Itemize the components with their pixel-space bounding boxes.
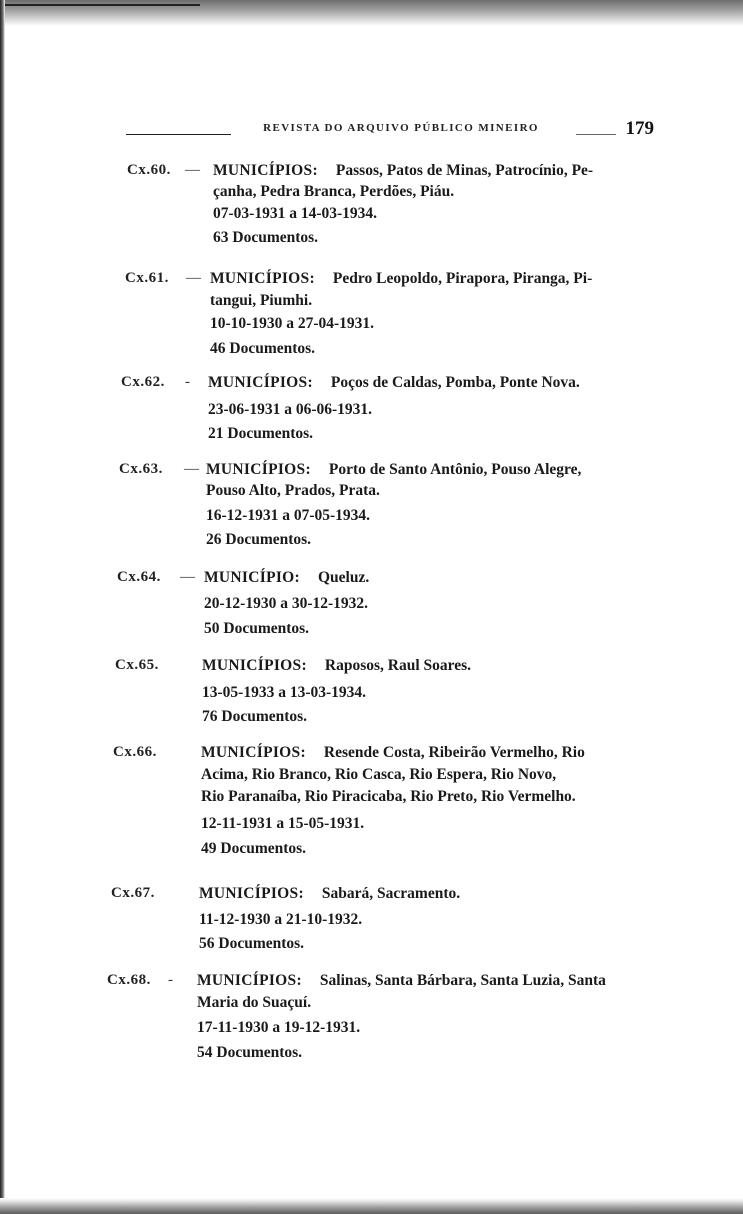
municipios-label: MUNICÍPIOS: [208, 374, 313, 391]
municipalities-line [208, 374, 580, 392]
municipalities-line: Rio Paranaíba, Rio Piracicaba, Rio Preto, Rio Vermelho. [201, 788, 576, 805]
municipalities-line: Acima, Rio Branco, Rio Casca, Rio Espera, Rio Novo, [201, 766, 557, 783]
municipalities-line [201, 744, 585, 762]
journal-title: REVISTA DO ARQUIVO PÚBLICO MINEIRO [263, 122, 539, 134]
box-code: Cx.61. [125, 270, 169, 286]
scan-bottom-edge [0, 1198, 743, 1214]
date-range: 12-11-1931 a 15-05-1931. [201, 815, 365, 832]
municipalities-line [202, 657, 471, 675]
municipalities-line [206, 461, 581, 479]
date-range: 07-03-1931 a 14-03-1934. [213, 205, 378, 222]
municipality-names: Passos, Patos de Minas, Patrocínio, Pe- [335, 162, 594, 179]
municipalities-line: Maria do Suaçuí. [197, 994, 312, 1011]
entry-dash: - [168, 972, 173, 988]
date-range: 23-06-1931 a 06-06-1931. [208, 401, 373, 418]
municipalities-line: tangui, Piumhi. [210, 292, 313, 309]
date-range: 11-12-1930 a 21-10-1932. [199, 911, 363, 928]
box-code: Cx.63. [119, 461, 163, 477]
date-range: 10-10-1930 a 27-04-1931. [210, 315, 375, 332]
document-count: 56 Documentos. [199, 935, 305, 952]
municipality-names: Raposos, Raul Soares. [324, 657, 472, 674]
box-code: Cx.66. [113, 744, 157, 760]
municipality-names: Resende Costa, Ribeirão Vermelho, Rio [323, 744, 585, 761]
header-rule-left [126, 134, 231, 135]
municipality-names: Porto de Santo Antônio, Pouso Alegre, [328, 461, 582, 478]
municipality-names: Salinas, Santa Bárbara, Santa Luzia, Santa [319, 972, 606, 989]
running-header [126, 118, 668, 146]
date-range: 17-11-1930 a 19-12-1931. [197, 1019, 361, 1036]
municipios-label: MUNICÍPIOS: [206, 461, 311, 478]
municipios-label: MUNICÍPIOS: [202, 657, 307, 674]
header-rule-right [576, 134, 616, 135]
document-count: 49 Documentos. [201, 840, 307, 857]
municipality-names: Pedro Leopoldo, Pirapora, Piranga, Pi- [332, 270, 593, 287]
document-count: 50 Documentos. [204, 620, 310, 637]
scan-top-mark [0, 4, 200, 6]
box-code: Cx.65. [115, 657, 159, 673]
box-code: Cx.67. [111, 885, 155, 901]
document-count: 46 Documentos. [210, 340, 316, 357]
document-count: 54 Documentos. [197, 1044, 303, 1061]
date-range: 13-05-1933 a 13-03-1934. [202, 684, 367, 701]
box-code: Cx.60. [127, 162, 171, 178]
municipios-label: MUNICÍPIOS: [213, 162, 318, 179]
municipios-label: MUNICÍPIOS: [210, 270, 315, 287]
entry-dash: — [185, 162, 200, 178]
box-code: Cx.64. [117, 569, 161, 585]
municipalities-line [199, 885, 460, 903]
municipality-names: Poços de Caldas, Pomba, Ponte Nova. [330, 374, 580, 391]
document-count: 26 Documentos. [206, 531, 312, 548]
document-count: 21 Documentos. [208, 425, 314, 442]
scan-left-edge [0, 0, 5, 1214]
municipalities-line: çanha, Pedra Branca, Perdões, Piáu. [213, 183, 455, 200]
entry-dash: — [180, 569, 195, 585]
municipality-names: Queluz. [318, 569, 370, 586]
municipios-label: MUNICÍPIOS: [199, 885, 304, 902]
municipality-names: Sabará, Sacramento. [321, 885, 461, 902]
municipalities-line [204, 569, 369, 587]
document-count: 63 Documentos. [213, 229, 319, 246]
document-count: 76 Documentos. [202, 708, 308, 725]
entry-dash: — [184, 461, 199, 477]
municipalities-line: Pouso Alto, Prados, Prata. [206, 482, 380, 499]
municipios-label: MUNICÍPIOS: [201, 744, 306, 761]
box-code: Cx.62. [121, 374, 165, 390]
date-range: 20-12-1930 a 30-12-1932. [204, 595, 369, 612]
date-range: 16-12-1931 a 07-05-1934. [206, 507, 371, 524]
entry-dash: - [185, 374, 190, 390]
municipalities-line [213, 162, 593, 180]
municipios-label: MUNICÍPIOS: [197, 972, 302, 989]
box-code: Cx.68. [107, 972, 151, 988]
municipios-label: MUNICÍPIO: [204, 569, 300, 586]
municipalities-line [210, 270, 592, 288]
entry-dash: — [186, 270, 201, 286]
page-number: 179 [625, 118, 654, 139]
municipalities-line [197, 972, 606, 990]
